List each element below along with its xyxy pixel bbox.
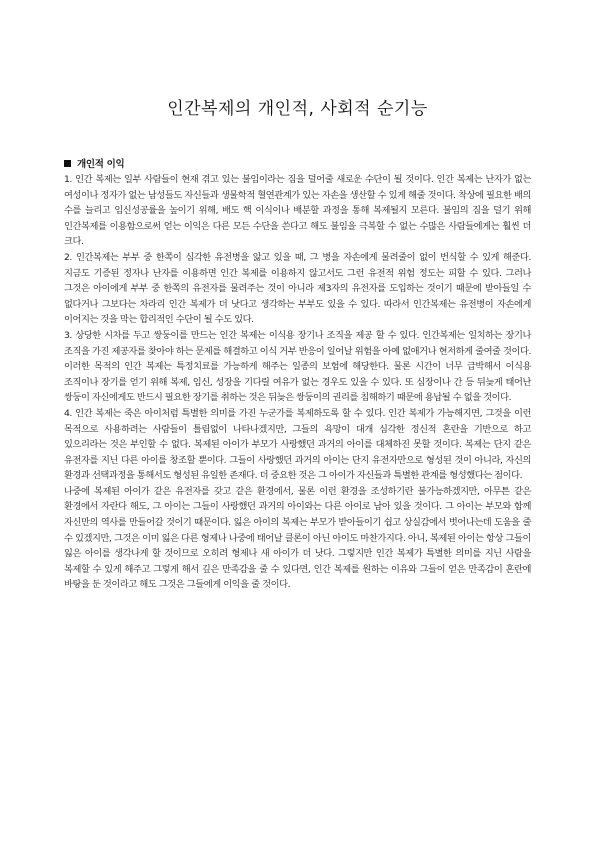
paragraph-1: 1. 인간 복제는 일부 사람들이 현재 겪고 있는 불임이라는 짐을 덜어줄 새로운 수단이 될 것이다. 인간 복제는 난자가 없는 여성이나 정자가 없는 남성들도 자신들과 생물학적 혈연관계가 있는 자손을 생산할 수 있게 해줄 것이다. 착상에 필요한 배의 수를 늘리고 임신성공률을 높이기 위해, 배도 핵 이식이나 배분할 과정을 통해 복제될지 모른다. 불임의 짐을 덜기 위해 인간복제를 이용함으로써 얻는 이익은 다른 모든 수단을 쓴다고 해도 불임을 극복할 수 없는 수많은 사람들에게는 훨씬 더 크다.: [64, 174, 531, 248]
section-heading: [64, 156, 124, 170]
body-text: [64, 172, 531, 593]
document-title: 인간복제의 개인적, 사회적 순기능: [167, 99, 428, 119]
paragraph-2: 2. 인간복제는 부부 중 한쪽이 심각한 유전병을 앓고 있을 때, 그 병을 자손에게 물려줄이 없이 번식할 수 있게 해준다. 지금도 기증된 정자나 난자를 이용하면 인간 복제를 이용하지 않고서도 그런 유전적 위험 정도는 피할 수 있다. 그러나 그것은 아이에게 부부 중 한쪽의 유전자를 물려주는 것이 아니라 제3자의 유전자를 도입하는 것이기 때문에 받아들일 수 없다거나 그보다는 차라리 인간 복제가 더 낫다고 생각하는 부부도 있을 수 있다. 따라서 인간복제는 유전병이 자손에게 이어지는 것을 막는 합리적인 수단이 될 수도 있다.: [64, 251, 531, 326]
square-bullet-icon: [64, 160, 71, 167]
section-heading-text: 개인적 이익: [77, 159, 125, 170]
paragraph-4: 4. 인간 복제는 죽은 아이처럼 특별한 의미를 가진 누군가를 복제하도록 할 수 있다. 인간 복제가 가능해지면, 그것을 이런 목적으로 사용하려는 사람들이 틀림없이 나타나겠지만, 그들의 욕망이 대개 심각한 정신적 혼란을 기반으로 하고 있으리라는 것은 부인할 수 없다. 복제된 아이가 부모가 사랑했던 과거의 아이를 대체하진 못할 것이다. 복제는 단지 같은 유전자를 지닌 다른 아이를 창조할 뿐이다. 그들이 사랑했던 과거의 아이는 단지 유전자만으로 형성된 것이 아니라, 자신의 환경과 선택과정을 통해서도 형성된 유일한 존재다. 더 중요한 것은 그 아이가 자신들과 특별한 관계를 형성했다는 점이다.: [64, 407, 531, 482]
paragraph-5: 나중에 복제된 아이가 같은 유전자를 갖고 같은 환경에서, 물론 이런 환경을 조성하기란 불가능하겠지만, 아무튼 같은 환경에서 자란다 해도, 그 아이는 그들이 사랑했던 과거의 아이와는 다른 아이로 남아 있을 것이다. 그 아이는 부모와 함께 자신만의 역사를 만들어갈 것이기 때문이다. 잃은 아이의 복제는 부모가 받아들이기 쉽고 상실감에서 벗어나는데 도움을 줄 수 있겠지만, 그것은 이미 잃은 다른 형제나 나중에 태어날 클론이 아닌 아이도 마찬가지다. 아니, 복제된 아이는 항상 그들이 잃은 아이를 생각나게 할 것이므로 오히려 형제나 새 아이가 더 낫다. 그렇지만 인간 복제가 특별한 의미를 지닌 사람을 복제할 수 있게 해주고 그렇게 해서 깊은 만족감을 줄 수 있다면, 인간 복제를 원하는 이유와 그들이 얻은 만족감이 혼란에 바탕을 둔 것이라고 해도 그것은 그들에게 이익을 줄 것이다.: [64, 485, 531, 591]
paragraph-3: 3. 상당한 시차를 두고 쌍둥이를 만드는 인간 복제는 이식용 장기나 조직을 제공 할 수 있다. 인간복제는 일치하는 장기나 조직을 가진 제공자를 찾아야 하는 문제를 해결하고 이식 거부 반응이 일어날 위험을 아예 없애거나 현저하게 줄여줄 것이다. 이러한 목적의 인간 복제는 특정치료를 가능하게 해주는 일종의 보험에 해당한다. 물론 시간이 너무 급박해서 이식용 조직이나 장기를 얻기 위해 복제, 임신, 성장을 기다릴 여유가 없는 경우도 있을 수 있다. 또 심장이나 간 등 뒤늦게 태어난 쌍둥이 자신에게도 반드시 필요한 장기를 취하는 것은 뒤늦은 쌍둥이의 권리를 침해하기 때문에 용납될 수 없을 것이다.: [64, 329, 531, 404]
